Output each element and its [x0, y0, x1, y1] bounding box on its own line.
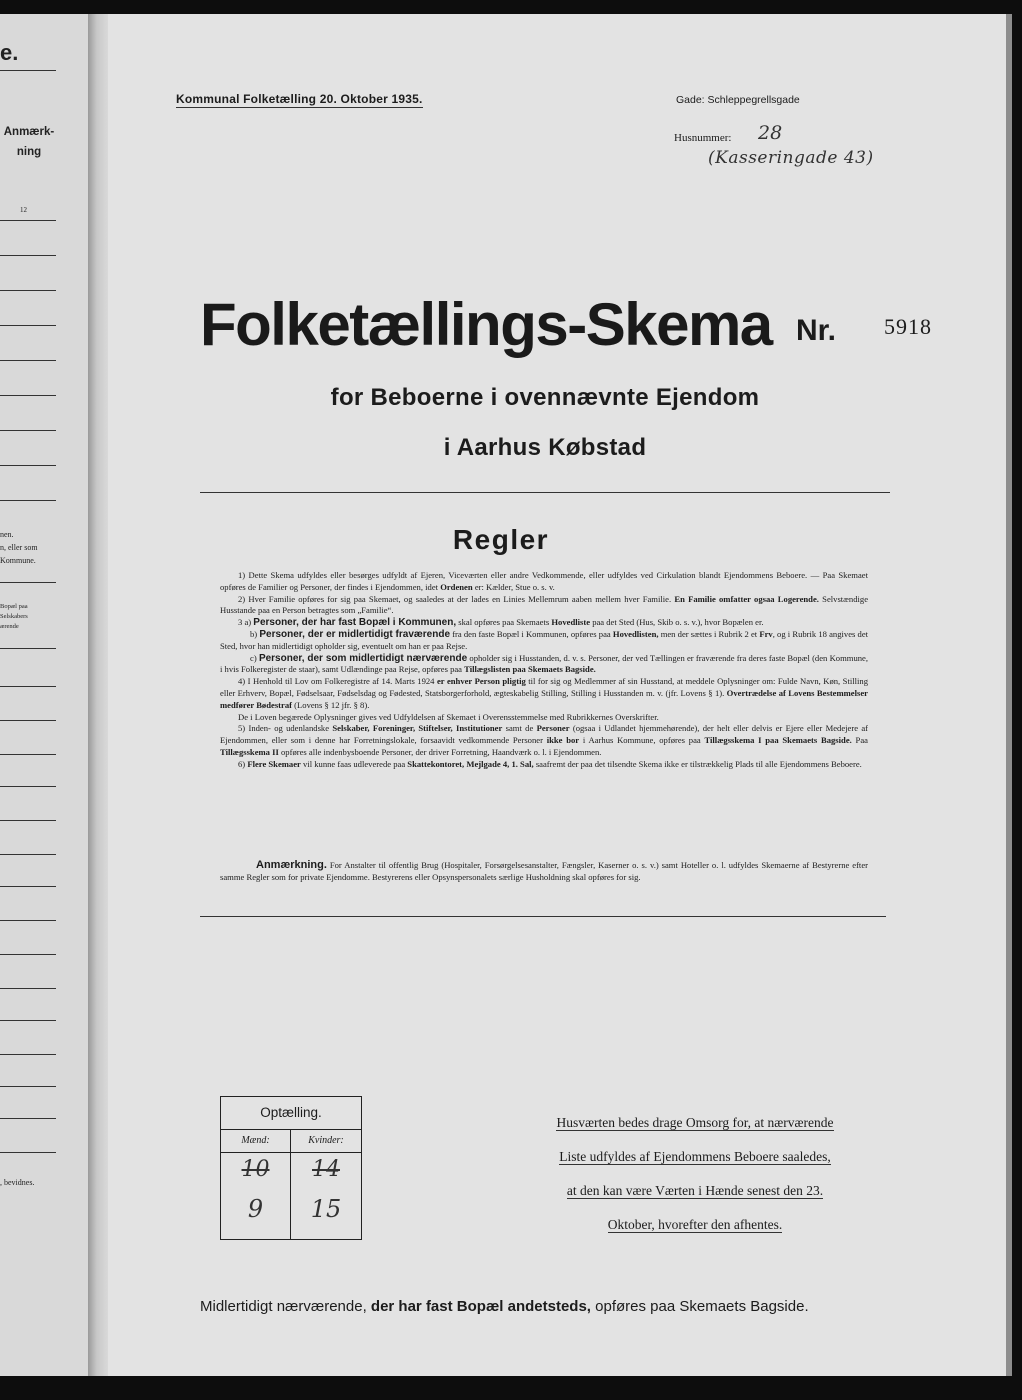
- rules-heading: Regler: [452, 524, 550, 555]
- rule-text: b): [250, 628, 258, 639]
- remark-note: [220, 860, 868, 884]
- fragment-line: n, eller som: [0, 543, 38, 552]
- rule-bold-text: Selskaber, Foreninger, Stiftelser, Institutioner: [332, 723, 503, 734]
- rule-text: opholder sig i Husstanden, d. v. s. Personer, der ved Tællingen er fraværende fra deres faste Bopæl (den Kommune, i hvis Folkeregister de staar), samt Udlændinge paa Rejse, opføres paa: [220, 652, 869, 675]
- column-number: 12: [20, 206, 27, 214]
- rule-text: , og i Rubrik 18 angives det Sted, hvor han midlertidigt opholder sig, eventuelt om han er paa Rejse.: [220, 628, 869, 651]
- rule-text: 6): [238, 758, 246, 769]
- rule-1: [220, 570, 868, 594]
- rule-bold-text: Skattekontoret, Mejlgade 4, 1. Sal,: [407, 758, 534, 769]
- rule-bold-text: ikke bor: [546, 735, 580, 746]
- notice-line: at den kan være Værten i Hænde senest den 23.: [566, 1183, 824, 1198]
- page-edge: [1006, 14, 1012, 1376]
- rule-text: 3 a): [238, 617, 252, 628]
- rule-bold-text: Personer, der har fast Bopæl i Kommunen,: [253, 617, 457, 629]
- rule-text: i Aarhus Kommune, opføres paa: [582, 735, 701, 746]
- rule-text: er: Kælder, Stue o. s. v.: [474, 581, 555, 592]
- fragment-line: nen.: [0, 530, 14, 539]
- remarks-header-line: ning: [16, 146, 42, 158]
- rule-text: (ogsaa i Udlandet hjemmehørende), der helt eller delvis er Ejere eller Medejere af Ejendommen, eller som i denne har Forretningslokale, forsaavidt vedkommende Personer: [220, 723, 869, 746]
- street-label: Gade:: [676, 94, 705, 106]
- rule-bold-text: Frv: [759, 628, 773, 639]
- footer-instruction: [200, 1298, 809, 1315]
- rule-bold-text: Flere Skemaer: [247, 758, 301, 769]
- left-page-ruled-line: [0, 1118, 56, 1119]
- left-page-ruled-line: [0, 325, 56, 326]
- rule-bold-text: Tillægsskema II: [220, 746, 279, 757]
- form-number-label: Nr.: [796, 314, 837, 347]
- rule-text: samt de: [505, 723, 534, 734]
- left-page-ruled-line: [0, 988, 56, 989]
- form-title: Folketællings-Skema: [200, 291, 772, 358]
- left-page-ruled-line: [0, 720, 56, 721]
- left-page-ruled-line: [0, 648, 56, 649]
- notice-line: Liste udfyldes af Ejendommens Beboere saaledes,: [559, 1149, 831, 1164]
- women-column-header: Kvinder:: [291, 1130, 361, 1153]
- rule-bold-text: Hovedlisten,: [612, 628, 659, 639]
- rule-text: 5) Inden- og udenlandske: [238, 723, 330, 734]
- census-form-page: [108, 14, 1010, 1376]
- house-number-label: Husnummer:: [674, 132, 732, 144]
- left-page-ruled-line: [0, 854, 56, 855]
- rule-4: [220, 676, 868, 711]
- fragment-line: Kommune.: [0, 556, 36, 565]
- census-header-line: Kommunal Folketælling 20. Oktober 1935.: [176, 92, 423, 106]
- form-subtitle-1: for Beboerne i ovennævnte Ejendom: [330, 384, 760, 411]
- left-page-ruled-line: [0, 582, 56, 583]
- landlord-notice: [516, 1106, 874, 1242]
- rule-3b: [220, 629, 868, 653]
- men-count-crossed: 10: [241, 1157, 270, 1182]
- fragment-line: Selskabers: [0, 613, 28, 620]
- rule-text: men der sættes i Rubrik 2 et: [660, 628, 758, 639]
- rule-bold-text: Hovedliste: [551, 617, 591, 628]
- left-page-ruled-line: [0, 754, 56, 755]
- rule-3c: [220, 653, 868, 677]
- left-page-ruled-line: [0, 360, 56, 361]
- rule-6: [220, 759, 868, 771]
- rule-text: 2) Hver Familie opføres for sig paa Skemaet, og saaledes at der lades en Linies Mellemrum aaben mellem hver Familie.: [238, 593, 672, 604]
- left-page-ruled-line: [0, 290, 56, 291]
- form-number-value: 5918: [884, 314, 932, 339]
- rule-text: skal opføres paa Skemaets: [458, 617, 550, 628]
- left-page-ruled-line: [0, 954, 56, 955]
- street-field: [676, 94, 800, 106]
- rule-bold-text: Personer: [536, 723, 570, 734]
- left-page-ruled-line: [0, 1020, 56, 1021]
- footer-text: opføres paa Skemaets Bagside.: [595, 1298, 809, 1315]
- rules-body: [220, 570, 868, 771]
- women-count: 15: [310, 1195, 342, 1223]
- book-gutter: [88, 14, 110, 1376]
- remark-label: Anmærkning.: [256, 859, 327, 871]
- left-page-ruled-line: [0, 1086, 56, 1087]
- remarks-header-line: Anmærk-: [3, 126, 55, 138]
- rule-text: Paa: [855, 735, 868, 746]
- left-page-ruled-line: [0, 1152, 56, 1153]
- street-value: Schleppegrellsgade: [707, 94, 800, 106]
- notice-line: Oktober, hvorefter den afhentes.: [607, 1217, 783, 1232]
- remark-text: For Anstalter til offentlig Brug (Hospitaler, Forsørgelsesanstalter, Fængsler, Kaserner o. s. v.) samt Hoteller o. l. udfyldes Skemaerne af Bestyrerne efter samme Regler som for private Ejendomme. Bestyrerens eller Opsynspersonalets særlige Husholdning skal opføres for sig.: [220, 860, 868, 882]
- men-column-header: Mænd:: [221, 1130, 291, 1153]
- title-divider: [200, 492, 890, 493]
- left-page-fragment-a: [0, 528, 38, 567]
- left-page-ruled-line: [0, 220, 56, 221]
- fragment-line: ærende: [0, 623, 19, 630]
- left-page-ruled-line: [0, 886, 56, 887]
- rule-bold-text: Ordenen: [440, 581, 473, 592]
- rule-4-note: [220, 712, 868, 724]
- rule-text: til for sig og Medlemmer af sin Husstand, at meddele Oplysninger om: Fulde Navn, Køn, Stilling eller Erhverv, Bopæl, Fødselsaar, Fødselsdag og Fødested, Statsborgerforhold, ægteskabelig Stilling, Stilling i Husstanden m. v. (jfr. Lovens § 1).: [220, 676, 868, 698]
- left-page-ruled-line: [0, 465, 56, 466]
- rule-text: fra den faste Bopæl i Kommunen, opføres paa: [452, 628, 611, 639]
- rule-bold-text: Personer, der som midlertidigt nærværende: [258, 652, 468, 664]
- count-box-title: Optælling.: [221, 1097, 361, 1130]
- rule-bold-text: En Familie omfatter ogsaa Logerende.: [674, 593, 819, 604]
- rule-text: opføres alle indenbysboende Personer, der driver Forretning, Haandværk o. l. i Ejendommen.: [280, 746, 602, 757]
- rule-5: [220, 723, 868, 758]
- left-page-ruled-line: [0, 1054, 56, 1055]
- rule-bold-text: Tillægsskema I paa Skemaets Bagside.: [704, 735, 852, 746]
- left-page-ruled-line: [0, 786, 56, 787]
- left-page-ruled-line: [0, 255, 56, 256]
- house-number-alternate: (Kasseringade 43): [708, 148, 874, 168]
- notice-line: Husværten bedes drage Omsorg for, at nærværende: [556, 1115, 834, 1130]
- divider: [0, 70, 56, 71]
- rule-text: De i Loven begærede Oplysninger gives ved Udfyldelsen af Skemaet i Overensstemmelse med Rubrikkernes Overskrifter.: [238, 711, 659, 722]
- women-count-crossed: 14: [312, 1157, 340, 1182]
- rule-2: [220, 594, 868, 618]
- count-box: [220, 1096, 362, 1240]
- left-page-ruled-line: [0, 920, 56, 921]
- note-divider: [200, 916, 886, 917]
- left-page-ruled-line: [0, 430, 56, 431]
- house-number-value: 28: [758, 122, 783, 144]
- rule-text: vil kunne faas udleverede paa: [303, 758, 406, 769]
- rule-text: paa det Sted (Hus, Skib o. s. v.), hvor Bopælen er.: [592, 617, 764, 628]
- rule-bold-text: er enhver Person pligtig: [436, 676, 526, 687]
- left-page-title-fragment: e.: [0, 40, 19, 65]
- rule-text: 1) Dette Skema udfyldes eller besørges udfyldt af Ejeren, Viceværten eller andre Vedkommende, eller udfyldes ved Cirkulation blandt Ejendommens Beboere. — Paa Skemaet opføres de Familier og Personer, der findes i Ejendommen, idet: [220, 570, 868, 592]
- left-page-ruled-line: [0, 395, 56, 396]
- left-page-fragment-b: [0, 602, 28, 632]
- left-page-fragment-c: , bevidnes.: [0, 1178, 35, 1187]
- form-subtitle-2: i Aarhus Købstad: [443, 434, 647, 461]
- rule-bold-text: Overtrædelse af Lovens Bestemmelser medfører Bødestraf: [220, 687, 868, 710]
- rule-text: saafremt der paa det tilsendte Skema ikke er tilstrækkelig Plads til alle Ejendommens Beboere.: [535, 758, 862, 769]
- left-page-ruled-line: [0, 686, 56, 687]
- rule-text: Selvstændige Husstande paa en Person betragtes som „Familie“.: [220, 593, 869, 616]
- rule-text: 4) I Henhold til Lov om Folkeregistre af 14. Marts 1924: [238, 676, 435, 687]
- footer-text: Midlertidigt nærværende,: [200, 1298, 367, 1315]
- rule-3a: [220, 617, 868, 629]
- remarks-column-header: [2, 122, 56, 162]
- men-count: 9: [247, 1195, 264, 1223]
- left-page-ruled-line: [0, 820, 56, 821]
- rule-bold-text: Tillægslisten paa Skemaets Bagside.: [464, 664, 596, 675]
- left-page-strip: [0, 14, 90, 1376]
- rule-bold-text: Personer, der er midlertidigt fraværende: [259, 628, 451, 640]
- left-page-ruled-line: [0, 500, 56, 501]
- footer-bold-text: der har fast Bopæl andetsteds,: [370, 1298, 591, 1315]
- rule-text: (Lovens § 12 jfr. § 8).: [294, 699, 370, 710]
- rule-text: c): [250, 652, 257, 663]
- fragment-line: Bopæl paa: [0, 603, 28, 610]
